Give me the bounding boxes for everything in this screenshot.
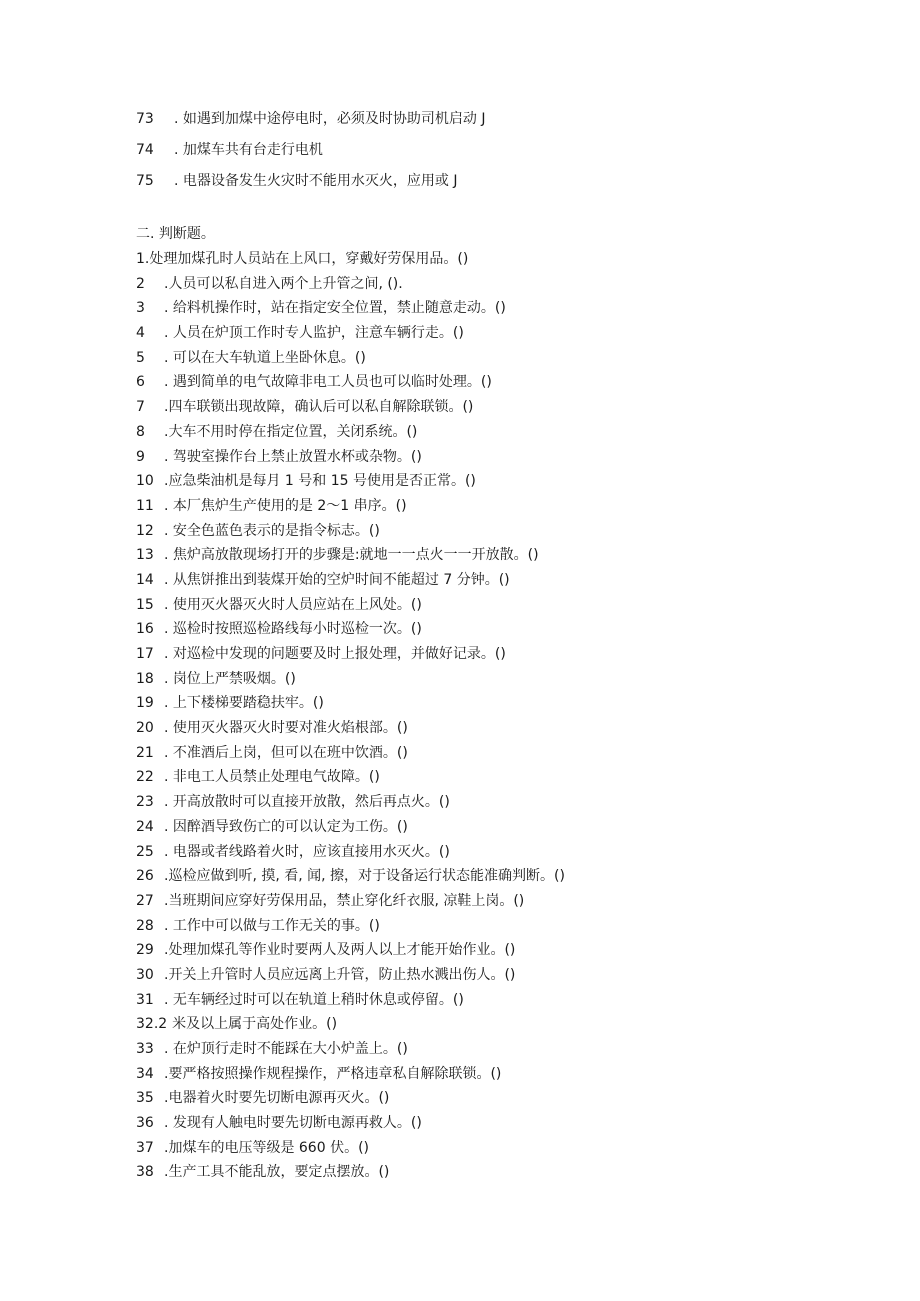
question-text: . 巡检时按照巡检路线每小时巡检一次。() (164, 621, 422, 638)
question-item (136, 742, 856, 767)
question-number: 15 (136, 596, 154, 613)
question-item (136, 915, 856, 940)
question-number: 74 (136, 142, 154, 158)
question-item (136, 668, 856, 693)
question-text: . 对巡检中发现的问题要及时上报处理，并做好记录。() (164, 646, 506, 662)
question-item (136, 816, 856, 841)
question-number: 8 (136, 423, 145, 440)
question-text: .大车不用时停在指定位置，关闭系统。() (164, 423, 418, 440)
question-number: 11 (136, 497, 154, 514)
question-number: 27 (136, 892, 154, 909)
question-text: . 开高放散时可以直接开放散，然后再点火。() (164, 794, 450, 811)
question-item (136, 1087, 856, 1112)
question-text: . 如遇到加煤中途停电时，必须及时协助司机启动 J (174, 111, 486, 127)
question-item (136, 470, 856, 495)
question-number: 6 (136, 374, 145, 391)
question-item (136, 495, 856, 520)
question-number: 7 (136, 399, 145, 416)
question-text: .加煤车的电压等级是 660 伏。() (164, 1139, 369, 1156)
question-item (136, 594, 856, 619)
question-text: 米及以上属于高处作业。() (172, 1016, 338, 1033)
section-heading: 二. 判断题。 (136, 226, 215, 242)
question-item (136, 1063, 856, 1088)
question-text: . 因醉酒导致伤亡的可以认定为工伤。() (164, 818, 408, 835)
question-item (136, 544, 856, 569)
question-text: .要严格按照操作规程操作，严格违章私自解除联锁。() (164, 1065, 502, 1082)
question-number: 28 (136, 917, 154, 934)
question-text: . 无车辆经过时可以在轨道上稍时休息或停留。() (164, 991, 464, 1008)
question-text: . 本厂焦炉生产使用的是 2～1 串序。() (164, 497, 407, 514)
question-text: . 在炉顶行走时不能踩在大小炉盖上。() (164, 1041, 408, 1057)
question-text: . 不准酒后上岗，但可以在班中饮酒。() (164, 744, 408, 761)
true-false-questions (136, 248, 856, 1186)
question-item (136, 964, 856, 989)
question-number: 73 (136, 111, 154, 127)
question-text: . 使用灭火器灭火时要对准火焰根部。() (164, 720, 408, 737)
question-text: . 使用灭火器灭火时人员应站在上风处。() (164, 596, 422, 613)
question-item (136, 421, 856, 446)
question-number: 22 (136, 769, 154, 786)
question-number: 14 (136, 571, 154, 588)
question-text: .四车联锁出现故障，确认后可以私自解除联锁。() (164, 399, 474, 416)
question-text: . 从焦饼推出到装煤开始的空炉时间不能超过 7 分钟。() (164, 571, 510, 588)
question-item (136, 643, 856, 668)
question-number: 75 (136, 173, 154, 189)
question-item (136, 273, 856, 298)
question-text: .生产工具不能乱放，要定点摆放。() (164, 1164, 390, 1181)
question-item (136, 1013, 856, 1038)
question-text: .当班期间应穿好劳保用品，禁止穿化纤衣服, 凉鞋上岗。() (164, 892, 525, 909)
question-number: 17 (136, 646, 154, 662)
question-text: . 上下楼梯要踏稳扶牢。() (164, 695, 324, 712)
question-text: .应急柴油机是每月 1 号和 15 号使用是否正常。() (164, 473, 476, 490)
question-number: 29 (136, 942, 154, 959)
question-number: 19 (136, 695, 154, 712)
question-item (136, 1112, 856, 1137)
question-number: 33 (136, 1041, 154, 1057)
question-text: .电器着火时要先切断电源再灭火。() (164, 1090, 390, 1107)
question-number: 13 (136, 547, 154, 564)
question-text: . 电器或者线路着火时，应该直接用水灭火。() (164, 843, 450, 860)
question-text: . 遇到简单的电气故障非电工人员也可以临时处理。() (164, 374, 492, 391)
question-item (136, 989, 856, 1014)
question-item (136, 520, 856, 545)
question-item (136, 865, 856, 890)
question-item (136, 717, 856, 742)
question-item (136, 297, 856, 322)
question-text: . 给料机操作时，站在指定安全位置，禁止随意走动。() (164, 300, 506, 317)
question-text: . 加煤车共有台走行电机 (174, 142, 323, 158)
question-text: . 发现有人触电时要先切断电源再救人。() (164, 1115, 422, 1132)
question-item (136, 396, 856, 421)
question-text: . 岗位上严禁吸烟。() (164, 670, 296, 687)
question-text: 处理加煤孔时人员站在上风口，穿戴好劳保用品。() (149, 251, 469, 267)
question-number: 24 (136, 818, 154, 835)
question-text: . 驾驶室操作台上禁止放置水杯或杂物。() (164, 448, 422, 465)
question-number: 31 (136, 991, 154, 1008)
question-number: 9 (136, 448, 145, 465)
question-number: 18 (136, 670, 154, 687)
question-number: 21 (136, 744, 154, 761)
question-item (136, 692, 856, 717)
question-item (136, 618, 856, 643)
question-item (136, 139, 836, 170)
question-number: 2 (136, 275, 145, 292)
question-number: 5 (136, 349, 145, 366)
question-number: 34 (136, 1065, 154, 1082)
fill-in-blank-questions (136, 108, 836, 201)
question-item (136, 1137, 856, 1162)
question-item (136, 108, 836, 139)
question-item (136, 322, 856, 347)
question-item (136, 170, 836, 201)
question-number: 1. (136, 251, 150, 267)
question-number: 10 (136, 473, 154, 490)
question-text: . 非电工人员禁止处理电气故障。() (164, 769, 380, 786)
question-item (136, 248, 856, 273)
question-number: 36 (136, 1115, 154, 1132)
question-number: 20 (136, 720, 154, 737)
question-number: 23 (136, 794, 154, 811)
question-number: 38 (136, 1164, 154, 1181)
question-item (136, 1161, 856, 1186)
question-item (136, 1038, 856, 1063)
question-item (136, 791, 856, 816)
question-text: . 电器设备发生火灾时不能用水灭火，应用或 J (174, 173, 458, 189)
question-item (136, 766, 856, 791)
question-text: .人员可以私自进入两个上升管之间, (). (164, 275, 403, 292)
question-number: 16 (136, 621, 154, 638)
question-number: 30 (136, 966, 154, 983)
question-text: . 焦炉高放散现场打开的步骤是:就地一一点火一一开放散。() (164, 547, 539, 564)
question-text: .开关上升管时人员应远离上升管，防止热水溅出伤人。() (164, 966, 516, 983)
question-number: 25 (136, 843, 154, 860)
question-item (136, 939, 856, 964)
question-item (136, 347, 856, 372)
question-item (136, 890, 856, 915)
question-number: 37 (136, 1139, 154, 1156)
question-number: 12 (136, 522, 154, 539)
question-item (136, 841, 856, 866)
question-item (136, 446, 856, 471)
question-number: 4 (136, 325, 145, 342)
question-item (136, 371, 856, 396)
question-text: . 人员在炉顶工作时专人监护，注意车辆行走。() (164, 325, 464, 342)
question-number: 35 (136, 1090, 154, 1107)
question-number: 26 (136, 868, 154, 885)
question-text: .处理加煤孔等作业时要两人及两人以上才能开始作业。() (164, 942, 516, 959)
question-item (136, 569, 856, 594)
question-text: . 工作中可以做与工作无关的事。() (164, 917, 380, 934)
question-number: 32.2 (136, 1016, 168, 1033)
question-text: . 可以在大车轨道上坐卧休息。() (164, 349, 366, 366)
question-text: . 安全色蓝色表示的是指令标志。() (164, 522, 380, 539)
question-text: .巡检应做到听, 摸, 看, 闻, 擦，对于设备运行状态能准确判断。() (164, 868, 565, 885)
question-number: 3 (136, 300, 145, 317)
